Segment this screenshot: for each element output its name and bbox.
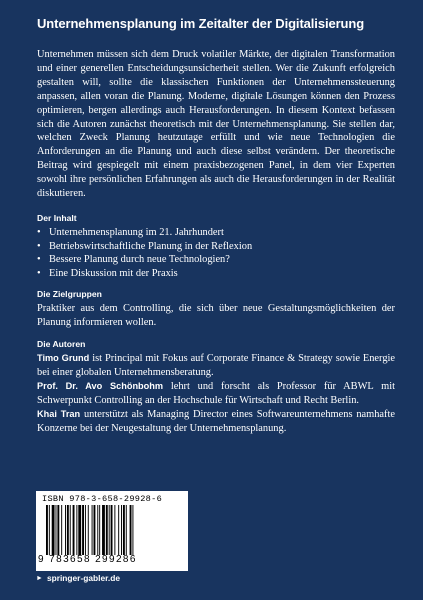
barcode-bar	[70, 505, 71, 555]
authors-heading: Die Autoren	[37, 339, 86, 350]
barcode-bar	[121, 505, 122, 555]
book-title: Unternehmensplanung im Zeitalter der Digitalisierung	[37, 16, 365, 31]
author-name: Prof. Dr. Avo Schönbohm	[37, 380, 164, 391]
barcode-bar	[132, 505, 133, 555]
contents-heading: Der Inhalt	[37, 212, 77, 223]
bullet-icon: •	[37, 254, 41, 266]
barcode-bar	[126, 505, 127, 555]
author-entry	[37, 380, 395, 408]
author-bio: unterstützt als Managing Director eines Softwareunternehmens namhafte Konzerne bei der Neugestaltung der Unternehmensplanung.	[37, 408, 395, 434]
author-name: Khai Tran	[37, 408, 81, 419]
author-entry	[37, 408, 395, 436]
barcode-bar	[78, 505, 81, 555]
author-bio: lehrt und forscht als Professor für ABWL mit Schwerpunkt Controlling an der Hochschule für Wirtschaft und Recht Berlin.	[37, 380, 395, 406]
barcode-bar	[57, 505, 59, 555]
target-group-text: Praktiker aus dem Controlling, die sich über neue Gestaltungsmöglichkeiten der Planung informieren wollen.	[37, 303, 395, 329]
barcode-bar	[97, 505, 98, 555]
target-group-section	[37, 289, 395, 330]
author-name: Timo Grund	[37, 353, 90, 364]
barcode-bar	[130, 505, 132, 555]
list-item: • Unternehmensplanung im 21. Jahrhundert	[37, 226, 224, 238]
barcode-bar	[56, 505, 57, 555]
barcode-icon	[46, 505, 182, 555]
barcode-bar	[106, 505, 108, 555]
barcode-bar	[92, 505, 93, 555]
barcode-bar	[88, 505, 89, 555]
bullet-icon: •	[37, 226, 41, 238]
barcode-bar	[109, 505, 110, 555]
list-item: • Betriebswirtschaftliche Planung in der Reflexion	[37, 240, 253, 252]
authors-section	[37, 339, 395, 435]
list-item: • Bessere Planung durch neue Technologien?	[37, 254, 230, 266]
publisher-url-text: springer-gabler.de	[46, 573, 121, 583]
barcode-bar	[61, 505, 62, 555]
barcode-bar	[114, 505, 115, 555]
barcode-digits: 9 783658 299286	[38, 554, 137, 565]
author-bio: ist Principal mit Fokus auf Corporate Finance & Strategy sowie Energie bei einer globalen Unternehmensberatung.	[37, 353, 396, 379]
barcode-bar	[85, 505, 86, 555]
contents-section	[37, 213, 395, 280]
target-group-heading: Die Zielgruppen	[37, 289, 102, 300]
barcode-bar	[73, 505, 75, 555]
barcode-bar	[67, 505, 69, 555]
intro-text: Unternehmen müssen sich dem Druck volatiler Märkte, der digitalen Transformation und einer generellen Entscheidungsunsicherheit stellen. Wer die Zukunft erfolgreich gestalten will, sollte die klassischen Funktionen der Unternehmenssteuerung anpassen, allen voran die Planung. Moderne, digitale Lösungen können den Prozess optimieren, bergen allerdings auch Herausforderungen. In diesem Kontext befassen sich die Autoren zunächst theoretisch mit der Unternehmensplanung. Sie stellen dar, welchen Zweck Planung heutzutage erfüllt und wie neue Technologien die Anforderungen an die Planung und auch diese selbst verändern. Der theoretische Beitrag wird gespiegelt mit einem praxisbezogenen Panel, in dem vier Experten sowohl ihre persönlichen Erfahrungen als auch die Herausforderungen in der Realität diskutieren.	[37, 49, 395, 200]
contents-list	[37, 226, 395, 280]
barcode-bar	[76, 505, 77, 555]
publisher-url[interactable]	[36, 573, 120, 583]
author-entry	[37, 352, 395, 380]
bullet-icon: •	[37, 240, 41, 252]
barcode-bar	[102, 505, 105, 555]
barcode-bar	[52, 505, 55, 555]
arrow-right-icon: ►	[36, 574, 43, 582]
isbn-text: ISBN 978-3-658-29928-6	[42, 494, 163, 504]
bullet-icon: •	[37, 267, 41, 279]
barcode-bar	[49, 505, 50, 555]
barcode-bar	[118, 505, 119, 555]
barcode-bar	[46, 505, 48, 555]
barcode-bar	[94, 505, 96, 555]
barcode-bar	[99, 505, 100, 555]
barcode-bar	[65, 505, 66, 555]
list-item: • Eine Diskussion mit der Praxis	[37, 267, 178, 279]
barcode-bar	[111, 505, 113, 555]
barcode-bar	[123, 505, 125, 555]
barcode-bar	[82, 505, 84, 555]
barcode-label	[36, 491, 188, 571]
